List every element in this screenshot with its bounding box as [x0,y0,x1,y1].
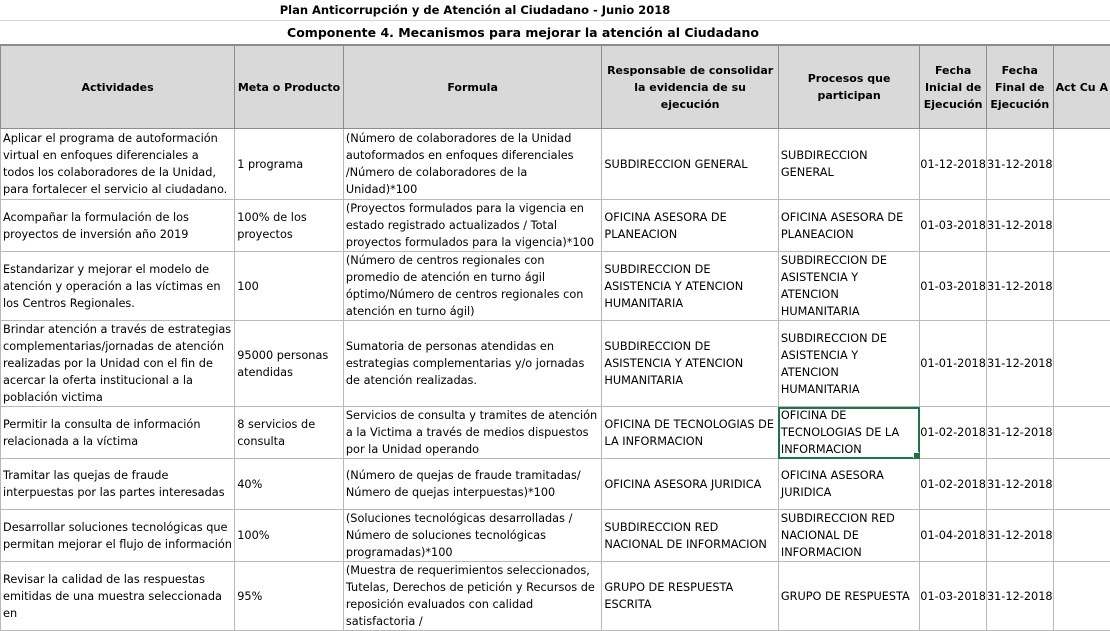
cell-procesos[interactable] [778,459,919,510]
cell-text: SUBDIRECCION RED NACIONAL DE INFORMACION [604,519,775,553]
cell-meta[interactable] [235,252,344,321]
cell-final[interactable] [986,562,1053,631]
cell-actividades[interactable] [1,252,235,321]
cell-extra[interactable] [1053,321,1110,407]
cell-formula[interactable] [343,459,602,510]
cell-inicio[interactable] [920,252,987,321]
cell-text: 8 servicios de consulta [237,416,341,450]
cell-text: Desarrollar soluciones tecnológicas que permitan mejorar el flujo de información [3,519,232,553]
cell-responsable[interactable] [602,562,778,631]
cell-text: SUBDIRECCION DE ASISTENCIA Y ATENCION HUMANITARIA [781,330,917,398]
cell-formula[interactable] [343,129,602,200]
header-meta[interactable]: Meta o Producto [235,46,344,129]
table-row [1,562,1110,631]
cell-text: OFICINA DE TECNOLOGIAS DE LA INFORMACION [604,416,775,450]
cell-text: 31-12-2018 [987,476,1053,493]
header-fecha-final[interactable]: Fecha Final de Ejecución [986,46,1053,129]
cell-inicio[interactable] [920,562,987,631]
cell-text: SUBDIRECCION GENERAL [781,147,917,181]
cell-text: (Proyectos formulados para la vigencia en estado registrado actualizados / Total proyectos formulados para la vigencia)*100 [346,200,600,251]
cell-extra[interactable] [1053,200,1110,252]
cell-procesos[interactable] [778,562,919,631]
cell-meta[interactable] [235,459,344,510]
cell-text: Sumatoria de personas atendidas en estrategias complementarias y/o jornadas de atención realizadas. [346,338,600,389]
cell-text: 31-12-2018 [987,217,1053,234]
cell-text: 31-12-2018 [987,588,1053,605]
cell-inicio[interactable] [920,321,987,407]
header-fecha-inicial[interactable]: Fecha Inicial de Ejecución [920,46,987,129]
cell-meta[interactable] [235,129,344,200]
cell-meta[interactable] [235,321,344,407]
cell-text: 01-04-2018 [920,527,986,544]
cell-responsable[interactable] [602,459,778,510]
cell-extra[interactable] [1053,407,1110,459]
cell-procesos[interactable] [778,200,919,252]
cell-formula[interactable] [343,562,602,631]
cell-text: GRUPO DE RESPUESTA [781,588,917,605]
fill-handle[interactable] [913,452,920,459]
cell-responsable[interactable] [602,252,778,321]
cell-meta[interactable] [235,200,344,252]
cell-extra[interactable] [1053,129,1110,200]
cell-actividades[interactable] [1,562,235,631]
cell-text: (Número de centros regionales con promedio de atención en turno ágil óptimo/Número de centros regionales con atención en turno ágil) [346,252,600,320]
cell-text: Estandarizar y mejorar el modelo de atención y operación a las víctimas en los Centros Regionales. [3,261,232,312]
cell-actividades[interactable] [1,407,235,459]
cell-extra[interactable] [1053,562,1110,631]
table-row [1,129,1110,200]
table-row [1,510,1110,562]
cell-final[interactable] [986,459,1053,510]
cell-final[interactable] [986,407,1053,459]
table-row [1,321,1110,407]
cell-text: Aplicar el programa de autoformación virtual en enfoques diferenciales a todos los colaboradores de la Unidad, para fortalecer el servicio al ciudadano. [3,130,232,198]
cell-responsable[interactable] [602,200,778,252]
cell-extra[interactable] [1053,252,1110,321]
cell-final[interactable] [986,252,1053,321]
cell-text: 95000 personas atendidas [237,347,341,381]
cell-final[interactable] [986,200,1053,252]
cell-text: 01-02-2018 [920,476,986,493]
cell-formula[interactable] [343,407,602,459]
cell-actividades[interactable] [1,200,235,252]
cell-extra[interactable] [1053,459,1110,510]
cell-text: (Soluciones tecnológicas desarrolladas / Número de soluciones tecnológicas programadas)*100 [346,510,600,561]
cell-text: 100% [237,527,341,544]
cell-text: Revisar la calidad de las respuestas emitidas de una muestra seleccionada en [3,571,232,622]
cell-text: 31-12-2018 [987,156,1053,173]
cell-procesos[interactable] [778,321,919,407]
cell-responsable[interactable] [602,510,778,562]
cell-formula[interactable] [343,200,602,252]
cell-text: (Muestra de requerimientos seleccionados, Tutelas, Derechos de petición y Recursos de reposición evaluados con calidad satisfactoria / [346,562,600,630]
table-row [1,459,1110,510]
cell-text: 01-03-2018 [920,217,986,234]
cell-procesos[interactable] [778,129,919,200]
selected-cell[interactable] [778,407,919,459]
cell-final[interactable] [986,510,1053,562]
cell-formula[interactable] [343,252,602,321]
sheet-title-row[interactable] [0,0,1110,21]
cell-text: 01-12-2018 [920,156,986,173]
cell-procesos[interactable] [778,510,919,562]
cell-text: 100% de los proyectos [237,209,341,243]
cell-text: (Número de colaboradores de la Unidad autoformados en enfoques diferenciales /Número de colaboradores de la Unidad)*100 [346,130,600,198]
cell-text: GRUPO DE RESPUESTA ESCRITA [604,579,775,613]
cell-actividades[interactable] [1,321,235,407]
header-extra[interactable]: Act Cu A [1053,46,1110,129]
table-row [1,407,1110,459]
cell-actividades[interactable] [1,459,235,510]
cell-responsable[interactable] [602,129,778,200]
table-row [1,200,1110,252]
header-row [1,46,1110,129]
cell-final[interactable] [986,129,1053,200]
cell-inicio[interactable] [920,129,987,200]
cell-text: 31-12-2018 [987,527,1053,544]
table-row [1,252,1110,321]
cell-inicio[interactable] [920,510,987,562]
cell-inicio[interactable] [920,200,987,252]
cell-text: 100 [237,278,341,295]
cell-responsable[interactable] [602,407,778,459]
cell-text: 01-02-2018 [920,424,986,441]
spreadsheet-grid [0,45,1110,631]
cell-text: SUBDIRECCION DE ASISTENCIA Y ATENCION HUMANITARIA [781,252,917,320]
cell-inicio[interactable] [920,407,987,459]
header-actividades[interactable]: Actividades [1,46,235,129]
cell-text: 31-12-2018 [987,278,1053,295]
cell-actividades[interactable] [1,510,235,562]
cell-formula[interactable] [343,321,602,407]
cell-text: OFICINA DE TECNOLOGIAS DE LA INFORMACION [781,407,917,458]
sheet-subtitle: Componente 4. Mecanismos para mejorar la atención al Ciudadano [287,25,759,40]
cell-text: SUBDIRECCION RED NACIONAL DE INFORMACION [781,510,917,561]
cell-text: Acompañar la formulación de los proyectos de inversión año 2019 [3,209,232,243]
cell-procesos[interactable] [778,252,919,321]
cell-meta[interactable] [235,510,344,562]
sheet-title: Plan Anticorrupción y de Atención al Ciudadano - Junio 2018 [280,3,671,17]
cell-text: 31-12-2018 [987,355,1053,372]
cell-text: OFICINA ASESORA JURIDICA [604,476,775,493]
cell-text: SUBDIRECCION GENERAL [604,156,775,173]
cell-formula[interactable] [343,510,602,562]
cell-meta[interactable] [235,407,344,459]
cell-text: 95% [237,588,341,605]
cell-text: SUBDIRECCION DE ASISTENCIA Y ATENCION HUMANITARIA [604,338,775,389]
cell-final[interactable] [986,321,1053,407]
header-procesos[interactable]: Procesos que participan [778,46,919,129]
cell-text: Tramitar las quejas de fraude interpuestas por las partes interesadas [3,467,232,501]
cell-text: Brindar atención a través de estrategias complementarias/jornadas de atención realizadas por la Unidad con el fin de acercar la oferta institucional a la población victima [3,321,232,406]
cell-text: Permitir la consulta de información relacionada a la víctima [3,416,232,450]
cell-responsable[interactable] [602,321,778,407]
cell-text: (Número de quejas de fraude tramitadas/ Número de quejas interpuestas)*100 [346,467,600,501]
cell-extra[interactable] [1053,510,1110,562]
cell-text: 01-01-2018 [920,355,986,372]
cell-text: OFICINA ASESORA DE PLANEACION [781,209,917,243]
cell-inicio[interactable] [920,459,987,510]
cell-text: SUBDIRECCION DE ASISTENCIA Y ATENCION HUMANITARIA [604,261,775,312]
cell-text: OFICINA ASESORA DE PLANEACION [604,209,775,243]
cell-text: OFICINA ASESORA JURIDICA [781,467,917,501]
cell-text: 01-03-2018 [920,278,986,295]
cell-meta[interactable] [235,562,344,631]
header-formula[interactable]: Formula [343,46,602,129]
cell-text: 31-12-2018 [987,424,1053,441]
cell-text: 01-03-2018 [920,588,986,605]
header-responsable[interactable]: Responsable de consolidar la evidencia de su ejecución [602,46,778,129]
cell-actividades[interactable] [1,129,235,200]
cell-text: Servicios de consulta y tramites de atención a la Victima a través de medios dispuestos por la Unidad operando [346,407,600,458]
cell-text: 40% [237,476,341,493]
cell-text: 1 programa [237,156,341,173]
sheet-subtitle-row[interactable] [0,21,1110,45]
